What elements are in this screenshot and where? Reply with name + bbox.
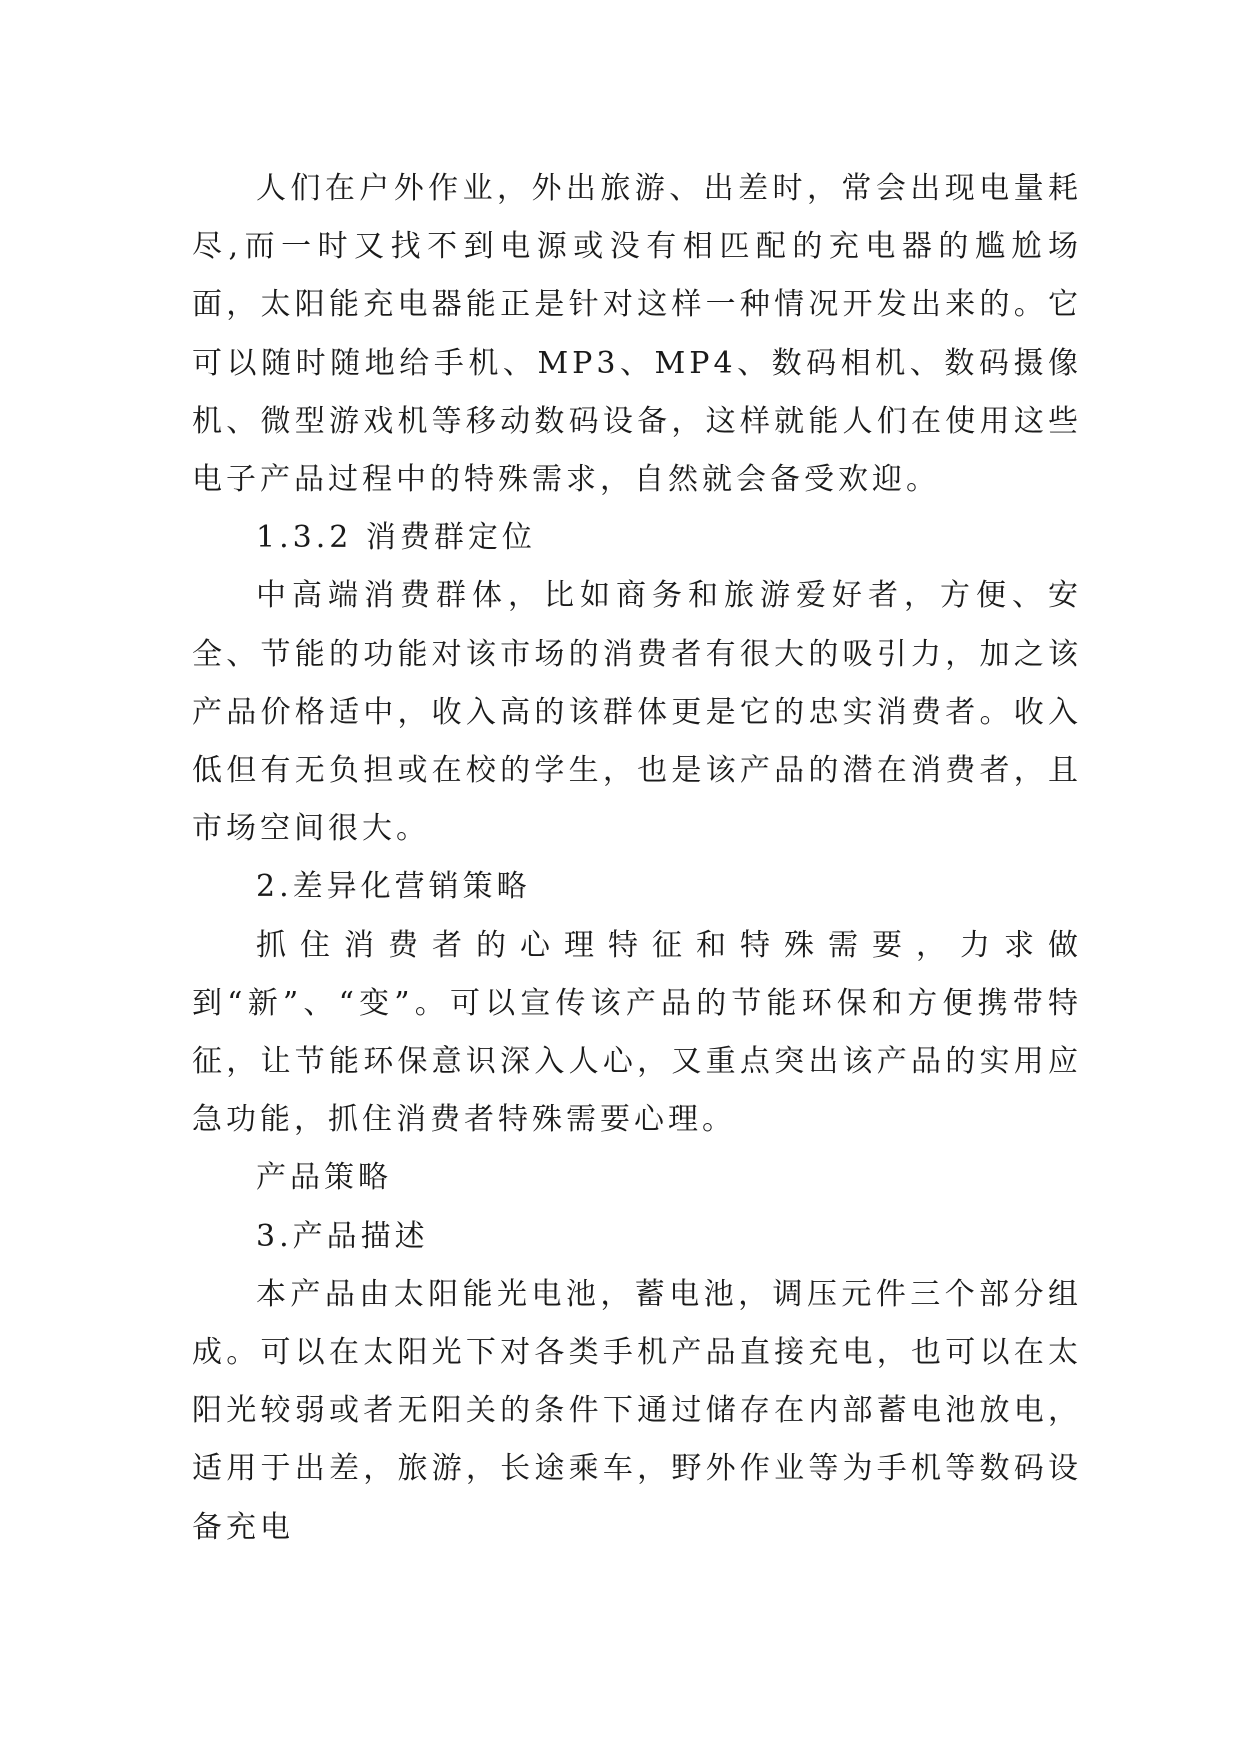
- heading-consumer-positioning: 1.3.2 消费群定位: [256, 520, 536, 556]
- paragraph-marketing-strategy: 抓住消费者的心理特征和特殊需要，力求做到“新”、“变”。可以宣传该产品的节能环保和方便携带特征，让节能环保意识深入人心，又重点突出该产品的实用应急功能，抓住消费者特殊需要心理。: [192, 927, 1082, 1138]
- heading-product-description: 3.产品描述: [256, 1218, 429, 1254]
- heading-product-strategy: 产品策略: [256, 1160, 392, 1196]
- paragraph-product-description: 本产品由太阳能光电池，蓄电池，调压元件三个部分组成。可以在太阳光下对各类手机产品直接充电，也可以在太阳光较弱或者无阳关的条件下通过储存在内部蓄电池放电，适用于出差，旅游，长途乘车，野外作业等为手机等数码设备充电: [192, 1276, 1082, 1545]
- paragraph-consumer-group: 中高端消费群体，比如商务和旅游爱好者，方便、安全、节能的功能对该市场的消费者有很大的吸引力，加之该产品价格适中，收入高的该群体更是它的忠实消费者。收入低但有无负担或在校的学生，也是该产品的潜在消费者，且市场空间很大。: [192, 578, 1082, 847]
- paragraph-intro: 人们在户外作业，外出旅游、出差时，常会出现电量耗尽,而一时又找不到电源或没有相匹配的充电器的尴尬场面，太阳能充电器能正是针对这样一种情况开发出来的。它可以随时随地给手机、MP3、MP4、数码相机、数码摄像机、微型游戏机等移动数码设备，这样就能人们在使用这些电子产品过程中的特殊需求，自然就会备受欢迎。: [192, 171, 1082, 498]
- document-body: [192, 160, 1082, 1557]
- heading-differentiated-marketing: 2.差异化营销策略: [256, 869, 531, 905]
